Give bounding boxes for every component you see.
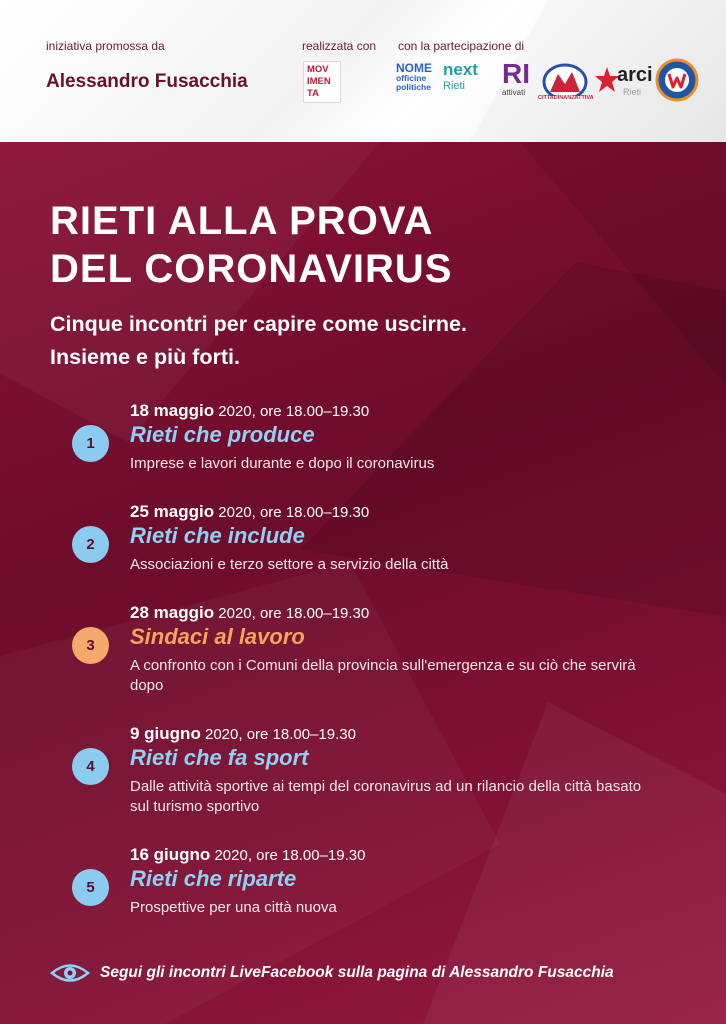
ri-attivati-logo xyxy=(502,60,536,98)
partners-label: con la partecipazione di xyxy=(398,39,525,53)
event-time: 2020, ore 18.00–19.30 xyxy=(218,605,370,622)
event-date: 18 maggio xyxy=(130,401,215,420)
event-title: Rieti che produce xyxy=(130,422,315,447)
page-subtitle: Cinque incontri per capire come uscirne. Insieme e più forti. xyxy=(50,312,467,369)
arci-logo-title: arci xyxy=(617,64,653,86)
ri-logo-sub: attivati xyxy=(502,88,526,97)
event-time: 2020, ore 18.00–19.30 xyxy=(218,403,370,420)
event-date: 16 giugno xyxy=(130,845,211,864)
event-number-badge: 4 xyxy=(72,748,109,785)
event-date-line xyxy=(130,401,369,421)
event-number-badge: 1 xyxy=(72,425,109,462)
event-description: Associazioni e terzo settore a servizio della città xyxy=(130,556,449,573)
arci-logo xyxy=(595,60,653,104)
event-number-badge: 2 xyxy=(72,526,109,563)
event-time: 2020, ore 18.00–19.30 xyxy=(205,726,356,743)
event-description: Dalle attività sportive ai tempi del coronavirus ad un rilancio della città basato sul turismo sportivo xyxy=(130,778,642,815)
header-band xyxy=(0,0,726,142)
event-date: 25 maggio xyxy=(130,502,215,521)
nome-logo xyxy=(396,63,438,92)
event-date-line xyxy=(130,724,356,744)
arci-logo-sub: Rieti xyxy=(623,87,642,97)
cittadinanzattiva-logo xyxy=(538,60,594,104)
event-date: 28 maggio xyxy=(130,603,215,622)
event-time: 2020, ore 18.00–19.30 xyxy=(218,504,370,521)
event-title: Rieti che fa sport xyxy=(130,745,309,770)
star-icon xyxy=(595,66,619,94)
page-title: RIETI ALLA PROVA DEL CORONAVIRUS xyxy=(50,199,453,291)
realized-label: realizzata con xyxy=(302,39,377,53)
event-description: Imprese e lavori durante e dopo il coronavirus xyxy=(130,455,435,472)
event-date: 9 giugno xyxy=(130,724,201,743)
next-logo xyxy=(443,62,497,94)
event-number-badge: 3 xyxy=(72,627,109,664)
next-logo-title: next xyxy=(443,60,478,79)
event-date-line xyxy=(130,603,369,623)
promoted-label: iniziativa promossa da xyxy=(46,39,165,53)
event-item xyxy=(0,401,726,501)
cittadinanzattiva-logo-sub: CITTADINANZATTIVA xyxy=(538,95,594,101)
promoter-name: Alessandro Fusacchia xyxy=(46,71,248,92)
event-item xyxy=(0,502,726,602)
event-item xyxy=(0,724,726,824)
event-title: Sindaci al lavoro xyxy=(130,624,305,649)
event-description: A confronto con i Comuni della provincia sull'emergenza e su ciò che servirà dopo xyxy=(130,657,636,694)
event-item xyxy=(0,845,726,945)
eye-icon xyxy=(50,962,90,984)
nome-logo-sub: officine politiche xyxy=(396,73,431,92)
basket-club-emblem xyxy=(655,58,699,102)
nome-logo-title: NOME xyxy=(396,61,432,75)
next-logo-sub: Rieti xyxy=(443,80,466,92)
event-date-line xyxy=(130,502,369,522)
event-date-line xyxy=(130,845,365,865)
event-number-badge: 5 xyxy=(72,869,109,906)
movimenta-logo-text: MOV IMEN TA xyxy=(307,64,331,99)
movimenta-logo xyxy=(303,61,341,103)
footer-text: Segui gli incontri LiveFacebook sulla pagina di Alessandro Fusacchia xyxy=(100,964,614,981)
ri-logo-title: RI xyxy=(502,58,530,89)
basket-club-logo xyxy=(655,58,699,102)
event-time: 2020, ore 18.00–19.30 xyxy=(214,847,366,864)
footer-cta xyxy=(50,961,614,985)
event-description: Prospettive per una città nuova xyxy=(130,899,337,916)
event-item xyxy=(0,603,726,703)
event-title: Rieti che riparte xyxy=(130,866,297,891)
event-title: Rieti che include xyxy=(130,523,305,548)
